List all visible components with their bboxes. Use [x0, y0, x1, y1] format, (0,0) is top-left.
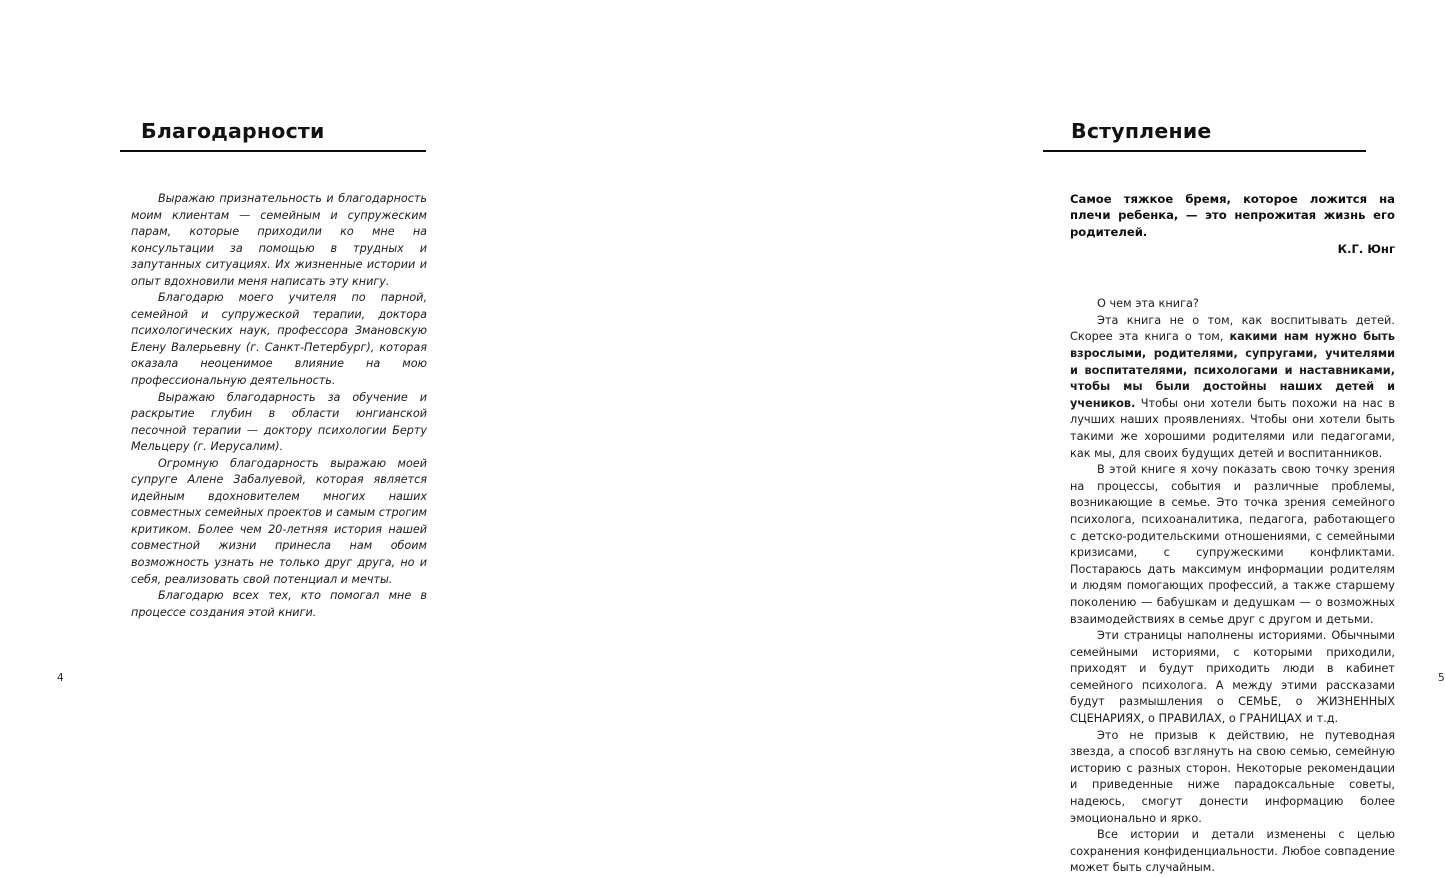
page-number-right: 5: [1438, 672, 1445, 684]
page-left: [0, 0, 500, 728]
paragraph-run-bold: какими нам нужно быть взрослыми, родителями, супругами, учителями и воспитателями, психологами и наставниками, чтобы мы были достойны наших детей и учеников.: [1070, 330, 1395, 410]
paragraph: Все истории и детали изменены с целью сохранения конфиденциальности. Любое совпадение может быть случайным.: [1070, 828, 1395, 875]
page-title-left: Благодарности: [141, 119, 325, 143]
epigraph-attribution: К.Г. Юнг: [1337, 242, 1395, 257]
paragraph: В этой книге я хочу показать свою точку зрения на процессы, события и различные проблемы, возникающие в семье. Это точка зрения семейного психолога, психоаналитика, педагога, работающего с детско-родительскими отношениями, с семейными кризисами, с супружескими конфликтами. Постараюсь дать максимум информации родителям и людям помогающих профессий, а также старшему поколению — бабушкам и дедушкам — о возможных взаимодействиях в семье друг с другом и детьми.: [1070, 463, 1395, 626]
question-line: О чем эта книга?: [1097, 297, 1199, 311]
paragraph: Эти страницы наполнены историями. Обычными семейными историями, с которыми приходили, приходят и будут приходить люди в кабинет семейного психолога. А между этими рассказами будут размышления о СЕМЬЕ, о ЖИЗНЕННЫХ СЦЕНАРИЯХ, о ПРАВИЛАХ, о ГРАНИЦАХ и т.д.: [1070, 629, 1395, 726]
paragraph: Благодарю всех тех, кто помогал мне в процессе создания этой книги.: [131, 589, 427, 619]
page-right: [500, 0, 1445, 875]
page-title-right: Вступление: [1071, 119, 1212, 143]
paragraph: Огромную благодарность выражаю моей супруге Алене Забалуевой, которая является идейным вдохновителем многих наших совместных семейных проектов и самым строгим критиком. Более чем 20-летняя история нашей совместной жизни принесла нам обоим возможность узнать не только друг друга, но и себя, реализовать свой потенциал и мечты.: [131, 456, 427, 586]
paragraph-run-regular: Эта книга не о том, как воспитывать детей. Скорее эта книга о том,: [1070, 313, 1395, 344]
epigraph-spacer: [1070, 258, 1395, 296]
paragraph: Благодарю моего учителя по парной, семейной и супружеской терапии, доктора психологических наук, профессора Змановскую Елену Валерьевну (г. Санкт-Петербург), которая оказала неоценимое влияние на мою профессиональную деятельность.: [131, 291, 427, 388]
body-text-right: [1070, 191, 1395, 877]
paragraph: Выражаю благодарность за обучение и раскрытие глубин в области юнгианской песочной терапии — доктору психологии Берту Мельцеру (г. Иерусалим).: [131, 390, 427, 454]
heading-rule-left: [120, 150, 426, 152]
paragraph: Выражаю признательность и благодарность моим клиентам — семейным и супружеским парам, которые приходили ко мне на консультации за помощью в трудных и запутанных ситуациях. Их жизненные истории и опыт вдохновили меня написать эту книгу.: [131, 192, 427, 288]
heading-rule-right: [1043, 150, 1366, 152]
paragraph: Это не призыв к действию, не путеводная звезда, а способ взглянуть на свою семью, семейную историю с разных сторон. Некоторые рекомендации и приведенные ниже парадоксальные советы, надеюсь, смогут донести информацию более эмоционально и ярко.: [1070, 728, 1395, 825]
paragraph-run-regular-tail: Чтобы они хотели быть похожи на нас в лучших наших проявлениях. Чтобы они хотели быть такими же хорошими родителями или педагогами, как мы, для своих будущих детей и воспитанников.: [1070, 396, 1395, 460]
page-number-left: 4: [57, 672, 64, 684]
epigraph-text: Самое тяжкое бремя, которое ложится на плечи ребенка, — это непрожитая жизнь его родителей.: [1070, 192, 1395, 239]
paragraph-mixed: [1070, 313, 1395, 462]
body-text-left: [131, 191, 427, 621]
